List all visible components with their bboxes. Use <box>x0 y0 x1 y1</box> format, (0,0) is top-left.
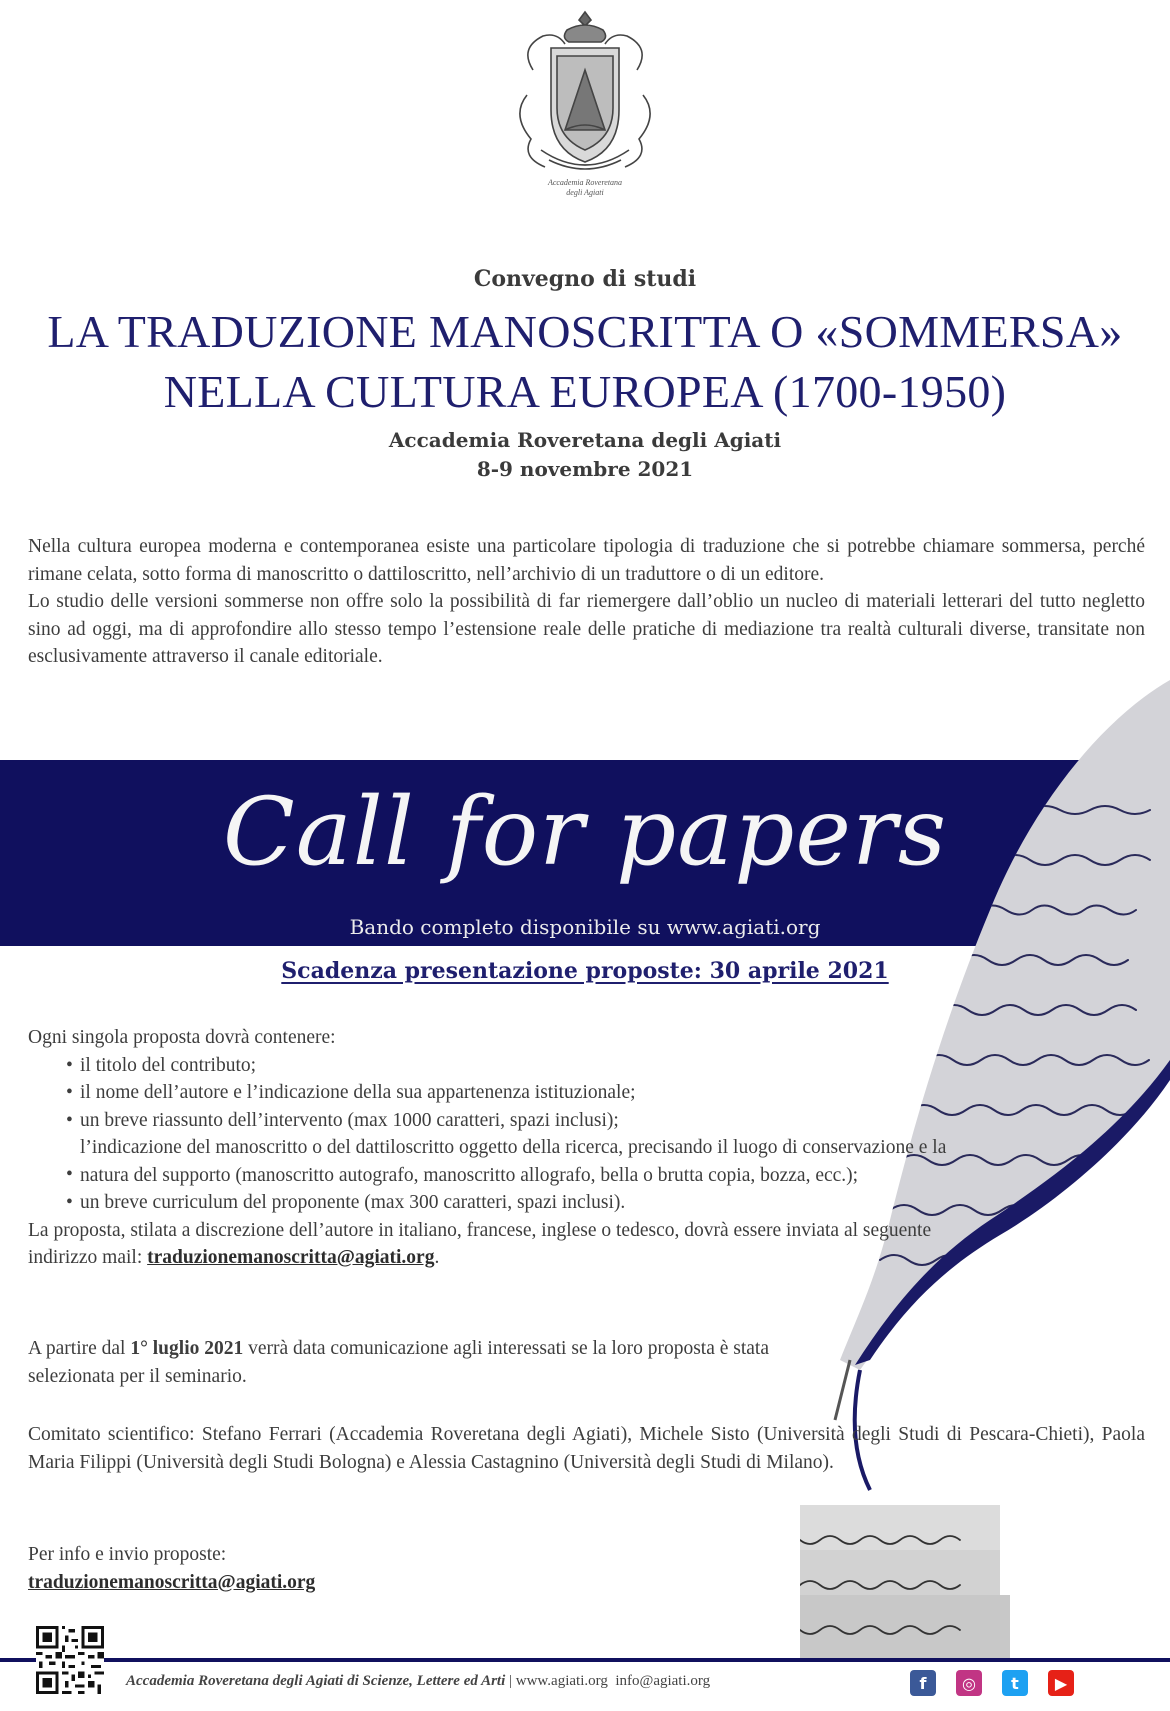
logo-caption <box>505 178 665 198</box>
intro-paragraph-2: Lo studio delle versioni sommerse non offre solo la possibilità di far riemergere dall’oblio un nucleo di materiali letterari del tutto negletto sino ad oggi, ma di approfondire allo stesso tempo l’estensione reale delle pratiche di mediazione tra realtà culturali diverse, transitate non esclusivamente attraverso il canale editoriale. <box>28 591 1145 667</box>
scientific-committee: Comitato scientifico: Stefano Ferrari (Accademia Roveretana degli Agiati), Michele Sisto (Università degli Studi di Pescara-Chieti), Paola Maria Filippi (Università degli Studi Bologna) e Alessia Castagnino (Università degli Studi di Milano). <box>28 1424 1145 1473</box>
event-type: Convegno di studi <box>473 266 697 292</box>
requirement-item: • il nome dell’autore e l’indicazione della sua appartenenza istituzionale; <box>80 1079 948 1107</box>
submission-instructions: La proposta, stilata a discrezione dell’autore in italiano, francese, inglese o tedesco, dovrà essere inviata al seguente indirizzo mail: traduzionemanoscritta@agiati.org. <box>28 1219 932 1268</box>
submission-deadline <box>0 958 1170 984</box>
instagram-icon[interactable]: ◎ <box>956 1670 982 1696</box>
footer-separator: | <box>509 1673 513 1689</box>
requirements-section <box>28 1024 948 1272</box>
contact-label: Per info e invio proposte: <box>28 1544 227 1565</box>
title-line-2: NELLA CULTURA EUROPEA (1700-1950) <box>163 366 1007 417</box>
facebook-icon[interactable]: f <box>910 1670 936 1696</box>
organizer: Accademia Roveretana degli Agiati <box>388 428 782 452</box>
contact-info <box>28 1541 628 1596</box>
call-for-papers-heading: Call for papers <box>222 778 948 887</box>
title-line-1: LA TRADUZIONE MANOSCRITTA O «SOMMERSA» <box>47 306 1123 357</box>
logo-caption-line2: degli Agiati <box>566 188 604 197</box>
requirement-item: • il titolo del contributo; <box>80 1052 948 1080</box>
submission-email-link[interactable]: traduzionemanoscritta@agiati.org <box>147 1247 435 1268</box>
footer-divider <box>0 1658 1170 1662</box>
footer-website-link[interactable]: www.agiati.org <box>515 1673 608 1689</box>
selection-notice <box>28 1335 818 1390</box>
qr-code-icon[interactable] <box>36 1626 104 1694</box>
deadline-text: Scadenza presentazione proposte: 30 aprile 2021 <box>281 958 889 984</box>
intro-paragraph-1: Nella cultura europea moderna e contemporanea esiste una particolare tipologia di traduzione che si potrebbe chiamare sommersa, perché rimane celata, sotto forma di manoscritto o dattiloscritto, nell’archivio di un traduttore o di un editore. <box>28 536 1145 585</box>
requirement-item: • l’indicazione del manoscritto o del dattiloscritto oggetto della ricerca, precisando il luogo di conservazione e la natura del supporto (manoscritto autografo, manoscritto allografo, bella o brutta copia, bozza, ecc.); <box>80 1134 948 1189</box>
youtube-icon[interactable]: ▶ <box>1048 1670 1074 1696</box>
notice-suffix: verrà data comunicazione agli interessati se la loro proposta è stata selezionata per il seminario. <box>28 1338 769 1387</box>
social-icons <box>910 1670 1074 1696</box>
footer-email-link[interactable]: info@agiati.org <box>615 1673 711 1689</box>
event-dates: 8-9 novembre 2021 <box>476 457 694 481</box>
intro-text <box>28 533 1145 671</box>
submission-text: La proposta, stilata a discrezione dell’autore in italiano, francese, inglese o tedesco, dovrà essere inviata al seguente indirizzo mail: <box>28 1219 932 1268</box>
requirements-list <box>28 1052 948 1217</box>
logo-caption-line1: Accademia Roveretana <box>547 178 623 187</box>
twitter-icon[interactable]: t <box>1002 1670 1028 1696</box>
notice-prefix: A partire dal <box>28 1338 126 1359</box>
contact-email-link[interactable]: traduzionemanoscritta@agiati.org <box>28 1571 316 1593</box>
requirements-intro: Ogni singola proposta dovrà contenere: <box>28 1027 336 1048</box>
footer-text <box>126 1673 710 1690</box>
requirement-item: • un breve curriculum del proponente (max 300 caratteri, spazi inclusi). <box>80 1189 948 1217</box>
footer-academy-name: Accademia Roveretana degli Agiati di Scienze, Lettere ed Arti <box>126 1673 506 1689</box>
notice-date: 1° luglio 2021 <box>130 1338 244 1359</box>
banner-subtitle: Bando completo disponibile su www.agiati.org <box>349 915 821 939</box>
requirement-item: • un breve riassunto dell’intervento (max 1000 caratteri, spazi inclusi); <box>80 1107 948 1135</box>
